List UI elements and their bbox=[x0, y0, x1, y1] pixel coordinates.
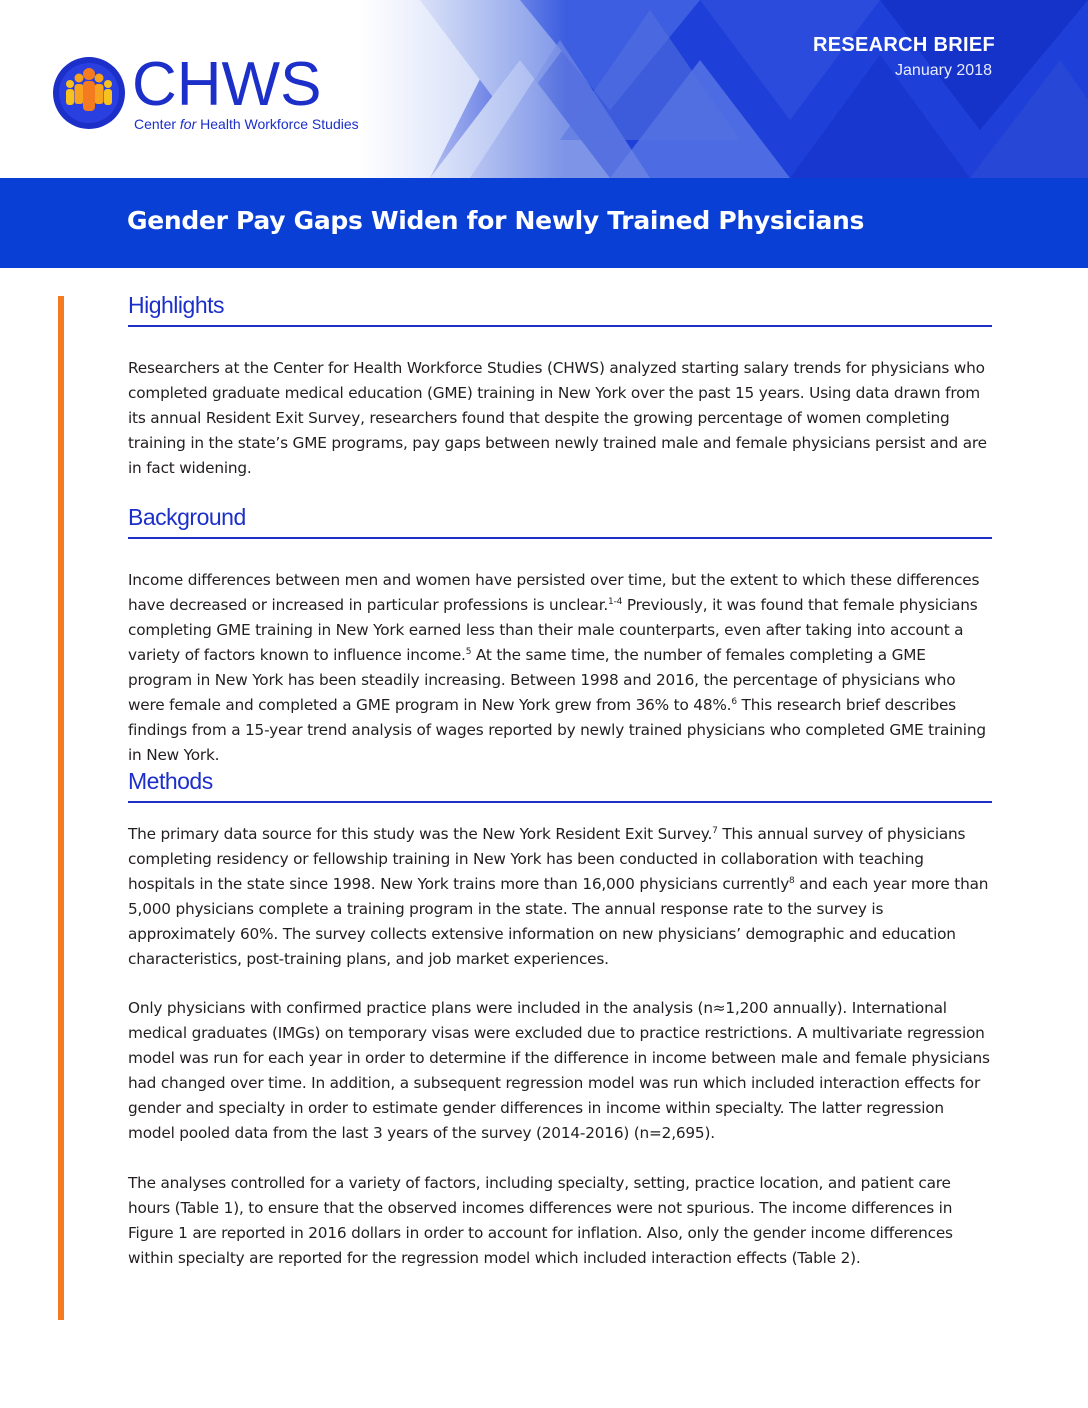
logo-subtitle: Center for Health Workforce Studies bbox=[134, 116, 359, 132]
methods-paragraph-1: The primary data source for this study was the New York Resident Exit Survey.$^7$ This annual survey of physicians completing residency or fellowship training in New York has been conducted in collaboration with teaching hospitals in the state since 1998. New York trains more than 16,000 physicians currently$^8$ and each year more than 5,000 physicians complete a training program in the state. The annual response rate to the survey is approximately 60%. The survey collects extensive information on new physicians’ demographic and education characteristics, post-training plans, and job market experiences. bbox=[128, 825, 989, 968]
logo-people-icon bbox=[52, 56, 126, 130]
highlights-paragraph: Researchers at the Center for Health Workforce Studies (CHWS) analyzed starting salary trends for physicians who completed graduate medical education (GME) training in New York over the past 15 years. Using data drawn from its annual Resident Exit Survey, researchers found that despite the growing percentage of women completing training in the state’s GME programs, pay gaps between newly trained male and female physicians persist and are in fact widening. bbox=[128, 359, 987, 477]
methods-heading: Methods bbox=[128, 768, 992, 803]
methods-paragraph-3: The analyses controlled for a variety of factors, including specialty, setting, practice location, and patient care hours (Table 1), to ensure that the observed incomes differences were not spurious. The income differences in Figure 1 are reported in 2016 dollars in order to account for inflation. Also, only the gender income differences within specialty are reported for the regression model which included interaction effects (Table 2). bbox=[128, 1174, 953, 1267]
background-paragraph: Income differences between men and women have persisted over time, but the extent to which these differences have decreased or increased in particular professions is unclear.$^{1-4}$ Previously, it was found that female physicians completing GME training in New York earned less than their male counterparts, even after taking into account a variety of factors known to influence income.$^5$ At the same time, the number of females completing a GME program in New York has been steadily increasing. Between 1998 and 2016, the percentage of physicians who were female and completed a GME program in New York grew from 36% to 48%.$^6$ This research brief describes findings from a 15-year trend analysis of wages reported by newly trained physicians who completed GME training in New York. bbox=[128, 571, 986, 764]
logo-wordmark: CHWS bbox=[132, 50, 322, 119]
background-heading: Background bbox=[128, 504, 992, 539]
citation: 6 bbox=[731, 697, 737, 707]
document-title: Gender Pay Gaps Widen for Newly Trained Physicians bbox=[127, 206, 865, 235]
methods-paragraph-2: Only physicians with confirmed practice plans were included in the analysis (n≈1,200 annually). International medical graduates (IMGs) on temporary visas were excluded due to practice restrictions. A multivariate regression model was run for each year in order to determine if the difference in income between male and female physicians had changed over time. In addition, a subsequent regression model was run which included interaction effects for gender and specialty in order to estimate gender differences in income within specialty. The latter regression model pooled data from the last 3 years of the survey (2014-2016) (n=2,695). bbox=[128, 999, 990, 1142]
citation: 7 bbox=[712, 826, 718, 836]
brief-date: January 2018 bbox=[895, 62, 992, 79]
header-banner bbox=[0, 0, 1088, 178]
brief-type-label: RESEARCH BRIEF bbox=[813, 34, 995, 56]
citation: 1-4 bbox=[608, 597, 623, 607]
chws-logo bbox=[52, 50, 359, 140]
citation: 8 bbox=[789, 876, 795, 886]
accent-rule bbox=[58, 296, 64, 1320]
highlights-heading: Highlights bbox=[128, 292, 992, 327]
citation: 5 bbox=[465, 647, 472, 657]
